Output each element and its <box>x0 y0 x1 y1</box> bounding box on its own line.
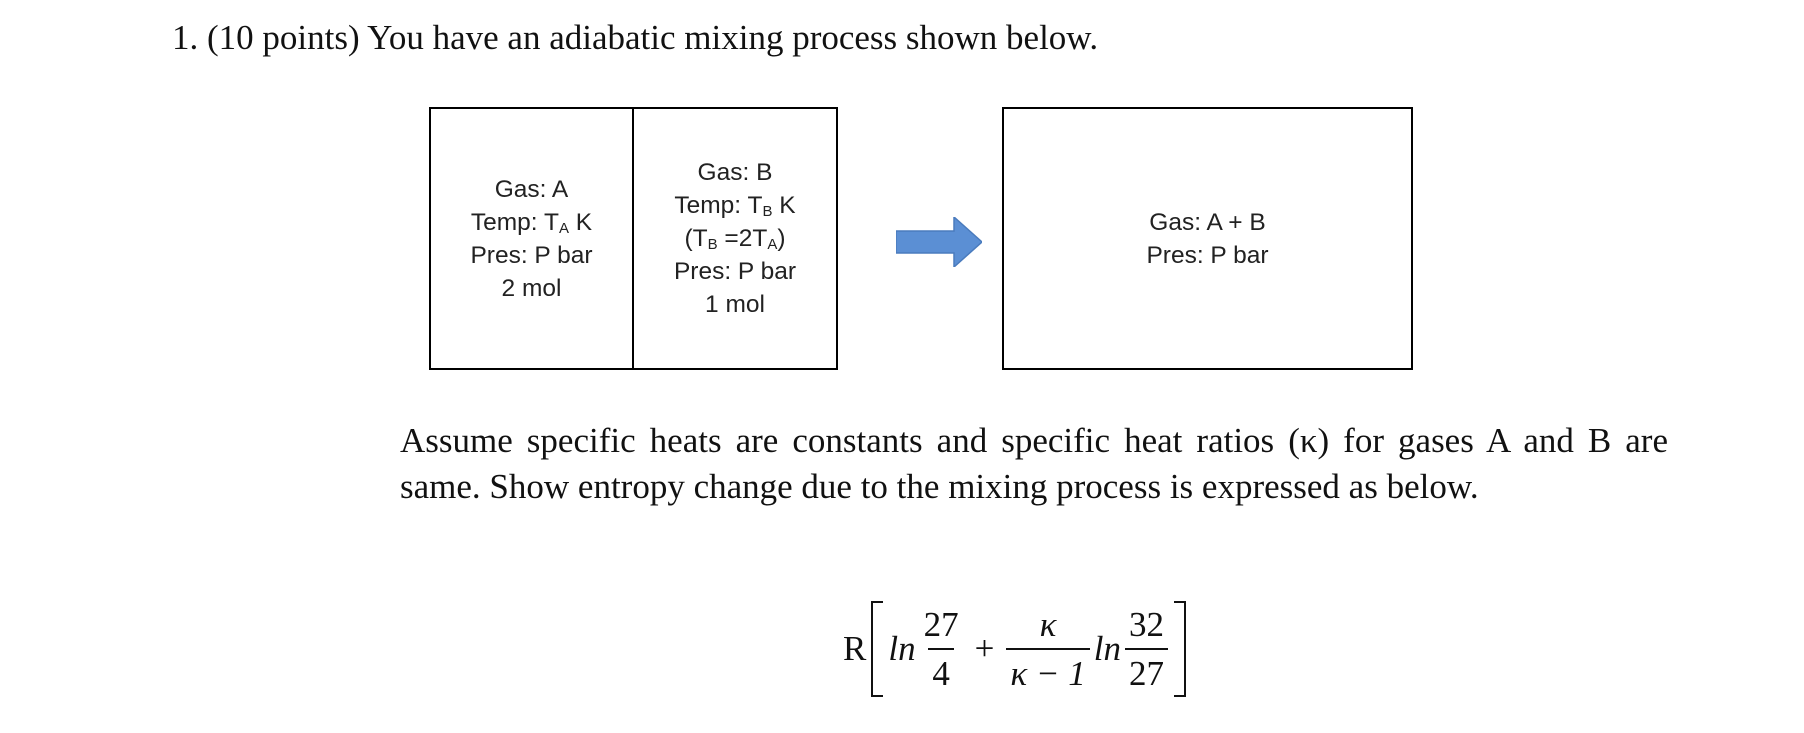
gas-b-mol: 1 mol <box>705 291 765 318</box>
right-arrow-icon <box>896 217 982 267</box>
mixed-gas-container <box>1002 107 1413 370</box>
right-bracket <box>1174 601 1186 697</box>
question-heading: 1. (10 points) You have an adiabatic mixing process shown below. <box>172 18 1099 57</box>
gas-a-temp: Temp: $T_A$ K <box>470 208 593 237</box>
gas-b-temp: Temp: $T_B$ K <box>674 192 796 220</box>
gas-a-pres: Pres: P bar <box>470 241 593 269</box>
formula-plus: + <box>974 629 995 668</box>
entropy-formula <box>843 596 1186 702</box>
fraction-kappa: $\frac{\kappa}{\kappa - 1}$ <box>1006 607 1089 691</box>
gas-b-pres: Pres: P bar <box>673 258 797 285</box>
formula-ln-2: ln <box>1093 629 1121 668</box>
formula-ln-1: ln <box>888 629 916 668</box>
fraction-32-27: $\frac{32}{27}$ <box>1125 607 1168 691</box>
gas-b-temp-relation: $(T_B =2T_A)$ <box>684 225 786 253</box>
problem-paragraph: Assume specific heats are constants and specific heat ratios (κ) for gases A and B are same. Show entropy change due to the mixing process is expressed as below. <box>400 421 1668 506</box>
gas-b-compartment <box>632 107 838 370</box>
gas-a-label: Gas: A <box>494 175 569 203</box>
gas-a-mol: 2 mol <box>501 274 562 302</box>
mixed-gas-pres: Pres: P bar <box>1146 241 1269 269</box>
gas-a-compartment <box>429 107 634 370</box>
formula-r: R <box>843 629 867 668</box>
mixed-gas-label: Gas: A + B <box>1149 208 1266 236</box>
left-bracket <box>871 601 883 697</box>
gas-b-label: Gas: B <box>697 159 773 186</box>
fraction-27-4: $\frac{27}{4}$ <box>923 605 959 693</box>
